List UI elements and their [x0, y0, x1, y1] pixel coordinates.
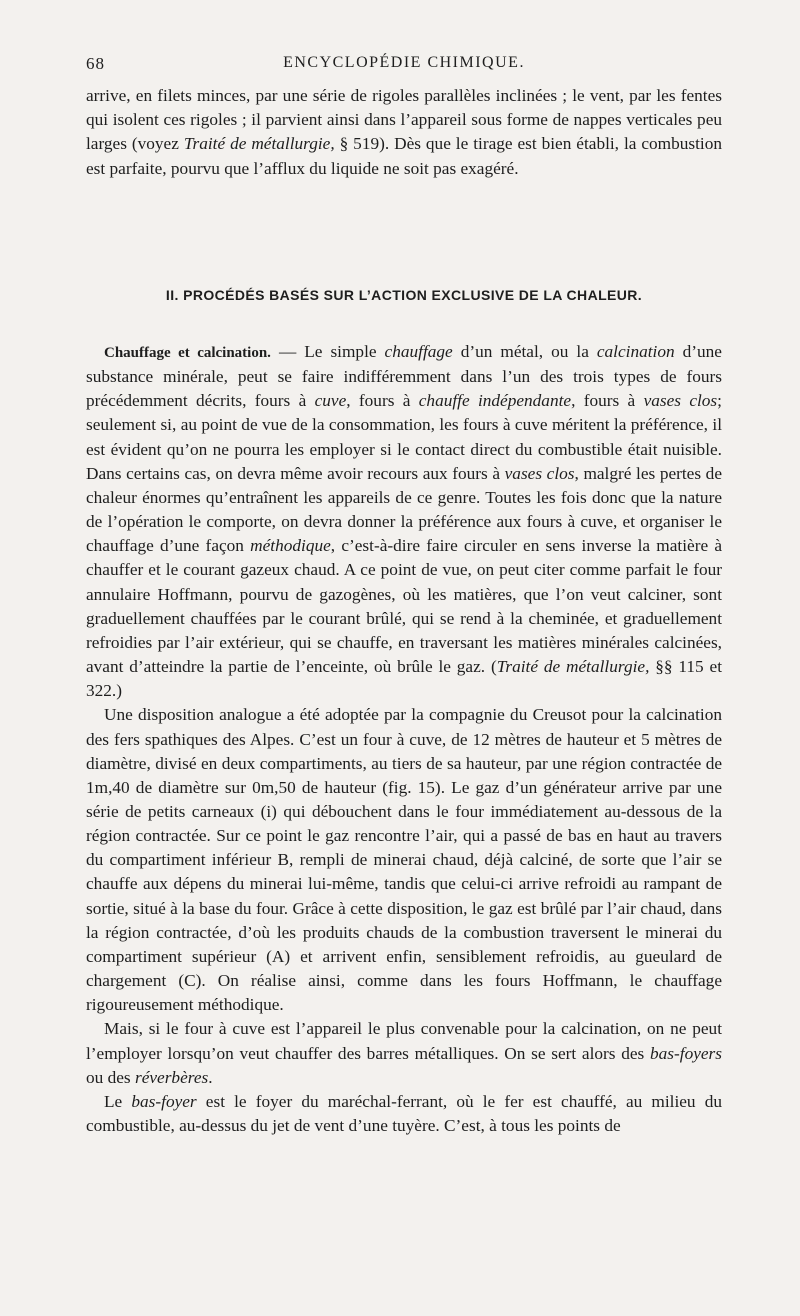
- running-title: ENCYCLOPÉDIE CHIMIQUE.: [283, 54, 525, 71]
- paragraph-bas-foyers: Mais, si le four à cuve est l’appareil le plus convenable pour la calcination, on ne peut l’employer lorsqu’on veut chauffer des barres métalliques. On se sert alors des bas-foyers ou des réverbères.: [86, 1019, 722, 1087]
- main-text: [86, 340, 722, 1138]
- page-header: [86, 54, 722, 80]
- section-heading: II. PROCÉDÉS BASÉS SUR L’ACTION EXCLUSIVE DE LA CHALEUR.: [165, 287, 643, 303]
- intro-paragraph: arrive, en filets minces, par une série de rigoles parallèles inclinées ; le vent, par les fentes qui isolent ces rigoles ; il parvient ainsi dans l’appareil sous forme de nappes verticales peu larges (voyez Traité de métallurgie, § 519). Dès que le tirage est bien établi, la combustion est parfaite, pourvu que l’afflux du liquide ne soit pas exagéré.: [86, 86, 722, 178]
- paragraph-chauffage: Chauffage et calcination. — Le simple chauffage d’un métal, ou la calcination d’une substance minérale, peut se faire indifféremment dans l’un des trois types de fours précédemment décrits, fours à cuve, fours à chauffe indépendante, fours à vases clos; seulement si, au point de vue de la consommation, les fours à cuve méritent la préférence, il est évident qu’on ne pourra les employer si le contact direct du combustible était nuisible. Dans certains cas, on devra même avoir recours aux fours à vases clos, malgré les pertes de chaleur énormes qu’entraînent les appareils de ce genre. Toutes les fois donc que la nature de l’opération le comporte, on devra donner la préférence aux fours à cuve, et organiser le chauffage d’une façon méthodique, c’est-à-dire faire circuler en sens inverse la matière à chauffer et le courant gazeux chaud. A ce point de vue, on peut citer comme parfait le four annulaire Hoffmann, pourvu de gazogènes, où les matières, que l’on veut calciner, sont graduellement chauffées par le courant brûlé, qui se rend à la cheminée, et graduellement refroidies par l’air extérieur, qui se chauffe, en traversant les matières minérales calcinées, avant d’atteindre la partie de l’enceinte, où brûle le gaz. (Traité de métallurgie, §§ 115 et 322.): [86, 342, 722, 701]
- page-number: 68: [86, 54, 105, 73]
- run-in-heading: Chauffage et calcination.: [104, 345, 271, 361]
- paragraph-bas-foyer-definition: Le bas-foyer est le foyer du maréchal-ferrant, où le fer est chauffé, au milieu du combustible, au-dessus du jet de vent d’une tuyère. C’est, à tous les points de: [86, 1091, 722, 1135]
- intro-text: [86, 84, 722, 181]
- paragraph-creusot: Une disposition analogue a été adoptée par la compagnie du Creusot pour la calcination des fers spathiques des Alpes. C’est un four à cuve, de 12 mètres de hauteur et 5 mètres de diamètre, divisé en deux compartiments, au tiers de sa hauteur, par une région contractée de 1m,40 de diamètre sur 0m,50 de hauteur (fig. 15). Le gaz d’un générateur arrive par une série de petits carneaux (i) qui débouchent dans le four immédiatement au-dessous de la région contractée. Sur ce point le gaz rencontre l’air, qui a passé de bas en haut au travers du compartiment inférieur B, rempli de minerai chaud, déjà calciné, de sorte que l’air se chauffe aux dépens du minerai lui-même, tandis que celui-ci arrive refroidi au rampant de sortie, situé à la base du four. Grâce à cette disposition, le gaz est brûlé par l’air chaud, dans la région contractée, d’où les produits chauds de la combustion traversent le minerai du compartiment supérieur (A) et arrivent enfin, sensiblement refroidis, au gueulard de chargement (C). On réalise ainsi, comme dans les fours Hoffmann, le chauffage rigoureusement méthodique.: [86, 705, 722, 1015]
- reference-italic: Traité de métallurgie,: [183, 134, 335, 154]
